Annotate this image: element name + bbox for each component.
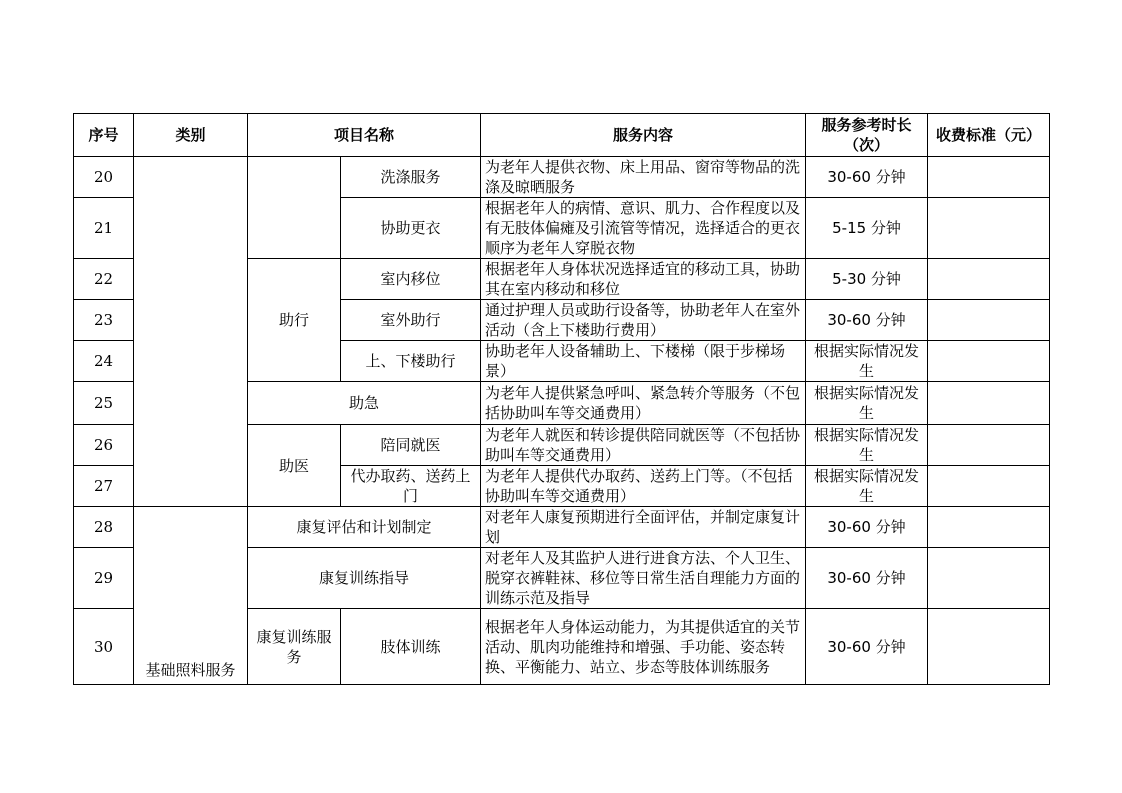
- item-name: 室内移位: [341, 259, 481, 300]
- row-no: 24: [74, 341, 134, 382]
- row-no: 25: [74, 382, 134, 425]
- service-content: 根据老年人身体运动能力，为其提供适宜的关节活动、肌肉功能维持和增强、手功能、姿态转换、平衡能力、站立、步态等肢体训练服务: [481, 609, 806, 685]
- fee-cell: [928, 609, 1050, 685]
- header-category: 类别: [134, 114, 248, 157]
- row-no: 29: [74, 548, 134, 609]
- item-name: 室外助行: [341, 300, 481, 341]
- service-duration: 根据实际情况发生: [806, 425, 928, 466]
- fee-cell: [928, 341, 1050, 382]
- fee-cell: [928, 259, 1050, 300]
- item-name: 康复评估和计划制定: [248, 507, 481, 548]
- item-name: 助急: [248, 382, 481, 425]
- service-table: [73, 113, 1050, 685]
- service-content: 为老年人提供衣物、床上用品、窗帘等物品的洗涤及晾晒服务: [481, 157, 806, 198]
- header-row: [74, 114, 1050, 157]
- category-cell-upper: [134, 157, 248, 507]
- table-row: [74, 507, 1050, 548]
- group-cell-empty: [248, 157, 341, 259]
- service-content: 根据老年人的病情、意识、肌力、合作程度以及有无肢体偏瘫及引流管等情况，选择适合的更衣顺序为老年人穿脱衣物: [481, 198, 806, 259]
- service-duration: 30-60 分钟: [806, 300, 928, 341]
- fee-cell: [928, 507, 1050, 548]
- service-content: 对老年人及其监护人进行进食方法、个人卫生、脱穿衣裤鞋袜、移位等日常生活自理能力方面的训练示范及指导: [481, 548, 806, 609]
- row-no: 22: [74, 259, 134, 300]
- service-duration: 30-60 分钟: [806, 548, 928, 609]
- row-no: 26: [74, 425, 134, 466]
- service-content: 通过护理人员或助行设备等，协助老年人在室外活动（含上下楼助行费用）: [481, 300, 806, 341]
- header-duration: 服务参考时长（次）: [806, 114, 928, 157]
- header-content: 服务内容: [481, 114, 806, 157]
- header-fee: 收费标准（元）: [928, 114, 1050, 157]
- table-row: [74, 157, 1050, 198]
- service-duration: 根据实际情况发生: [806, 466, 928, 507]
- fee-cell: [928, 198, 1050, 259]
- item-name: 协助更衣: [341, 198, 481, 259]
- item-name: 康复训练指导: [248, 548, 481, 609]
- service-content: 协助老年人设备辅助上、下楼梯（限于步梯场景）: [481, 341, 806, 382]
- row-no: 27: [74, 466, 134, 507]
- row-no: 23: [74, 300, 134, 341]
- category-basic-care: 基础照料服务: [134, 507, 248, 685]
- item-name: 肢体训练: [341, 609, 481, 685]
- service-duration: 30-60 分钟: [806, 609, 928, 685]
- row-no: 20: [74, 157, 134, 198]
- row-no: 21: [74, 198, 134, 259]
- service-duration: 5-30 分钟: [806, 259, 928, 300]
- item-name: 上、下楼助行: [341, 341, 481, 382]
- item-name: 洗涤服务: [341, 157, 481, 198]
- fee-cell: [928, 425, 1050, 466]
- item-name: 陪同就医: [341, 425, 481, 466]
- service-duration: 5-15 分钟: [806, 198, 928, 259]
- service-content: 对老年人康复预期进行全面评估，并制定康复计划: [481, 507, 806, 548]
- service-duration: 30-60 分钟: [806, 157, 928, 198]
- service-content: 为老年人就医和转诊提供陪同就医等（不包括协助叫车等交通费用）: [481, 425, 806, 466]
- fee-cell: [928, 382, 1050, 425]
- group-assist-walk: 助行: [248, 259, 341, 382]
- service-duration: 根据实际情况发生: [806, 382, 928, 425]
- header-no: 序号: [74, 114, 134, 157]
- group-rehab-service: 康复训练服务: [248, 609, 341, 685]
- fee-cell: [928, 300, 1050, 341]
- group-assist-medical: 助医: [248, 425, 341, 507]
- item-name: 代办取药、送药上门: [341, 466, 481, 507]
- service-duration: 30-60 分钟: [806, 507, 928, 548]
- service-content: 根据老年人身体状况选择适宜的移动工具，协助其在室内移动和移位: [481, 259, 806, 300]
- fee-cell: [928, 466, 1050, 507]
- fee-cell: [928, 157, 1050, 198]
- service-duration: 根据实际情况发生: [806, 341, 928, 382]
- row-no: 28: [74, 507, 134, 548]
- header-item: 项目名称: [248, 114, 481, 157]
- service-content: 为老年人提供紧急呼叫、紧急转介等服务（不包括协助叫车等交通费用）: [481, 382, 806, 425]
- fee-cell: [928, 548, 1050, 609]
- row-no: 30: [74, 609, 134, 685]
- service-content: 为老年人提供代办取药、送药上门等。（不包括协助叫车等交通费用）: [481, 466, 806, 507]
